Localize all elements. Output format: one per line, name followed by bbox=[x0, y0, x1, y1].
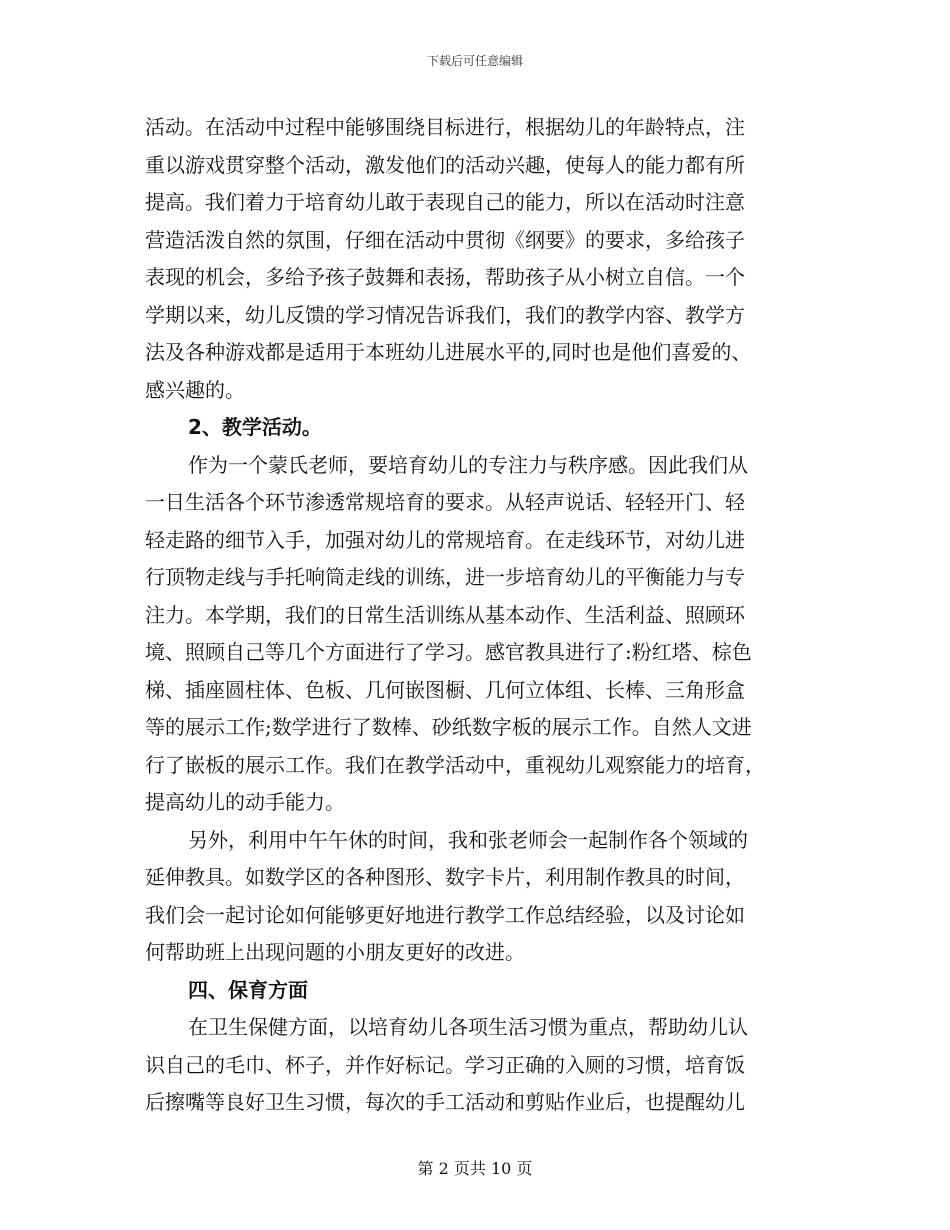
text-line: 法及各种游戏都是适用于本班幼儿进展水平的,同时也是他们喜爱的、 bbox=[145, 340, 752, 364]
text-line: 何帮助班上出现问题的小朋友更好的改进。 bbox=[145, 940, 525, 964]
section-heading: 四、保育方面 bbox=[188, 977, 308, 1002]
text-line: 一日生活各个环节渗透常规培育的要求。从轻声说话、轻轻开门、轻 bbox=[145, 490, 745, 514]
text-line: 重以游戏贯穿整个活动，激发他们的活动兴趣，使每人的能力都有所 bbox=[145, 152, 745, 177]
text-line: 我们会一起讨论如何能够更好地进行教学工作总结经验，以及讨论如 bbox=[145, 902, 745, 927]
text-line: 后擦嘴等良好卫生习惯，每次的手工活动和剪贴作业后，也提醒幼儿 bbox=[145, 1090, 745, 1114]
text-line: 提高。我们着力于培育幼儿敢于表现自己的能力，所以在活动时注意 bbox=[145, 190, 745, 214]
text-line: 另外，利用中午午休的时间，我和张老师会一起制作各个领域的 bbox=[188, 827, 748, 852]
text-line: 在卫生保健方面，以培育幼儿各项生活习惯为重点，帮助幼儿认 bbox=[188, 1015, 748, 1039]
text-line: 梯、插座圆柱体、色板、几何嵌图橱、几何立体组、长棒、三角形盒 bbox=[145, 677, 745, 702]
text-line: 延伸教具。如数学区的各种图形、数字卡片，利用制作教具的时间， bbox=[145, 865, 745, 889]
document-body bbox=[145, 109, 805, 1122]
text-line: 感兴趣的。 bbox=[145, 377, 245, 402]
text-line: 作为一个蒙氏老师，要培育幼儿的专注力与秩序感。因此我们从 bbox=[188, 452, 748, 477]
text-line: 提高幼儿的动手能力。 bbox=[145, 790, 345, 814]
text-line: 轻走路的细节入手，加强对幼儿的常规培育。在走线环节，对幼儿进 bbox=[145, 527, 745, 552]
text-line: 行顶物走线与手托响筒走线的训练，进一步培育幼儿的平衡能力与专 bbox=[145, 565, 745, 589]
text-line: 识自己的毛巾、杯子，并作好标记。学习正确的入厕的习惯，培育饭 bbox=[145, 1052, 745, 1077]
page-footer: 第 2 页共 10 页 bbox=[417, 1159, 533, 1178]
text-line: 行了嵌板的展示工作。我们在教学活动中，重视幼儿观察能力的培育， bbox=[145, 752, 765, 777]
text-line: 活动。在活动中过程中能够围绕目标进行，根据幼儿的年龄特点，注 bbox=[145, 115, 745, 139]
text-line: 注力。本学期，我们的日常生活训练从基本动作、生活利益、照顾环 bbox=[145, 602, 745, 627]
page-header: 下载后可任意编辑 bbox=[426, 54, 523, 68]
text-line: 境、照顾自己等几个方面进行了学习。感官教具进行了:粉红塔、棕色 bbox=[145, 640, 752, 664]
section-heading: 2、教学活动。 bbox=[188, 415, 322, 439]
text-line: 等的展示工作;数学进行了数棒、砂纸数字板的展示工作。自然人文进 bbox=[145, 715, 752, 739]
text-line: 营造活泼自然的氛围，仔细在活动中贯彻《纲要》的要求，多给孩子 bbox=[145, 227, 745, 252]
text-line: 学期以来，幼儿反馈的学习情况告诉我们，我们的教学内容、教学方 bbox=[145, 302, 745, 327]
text-line: 表现的机会，多给予孩子鼓舞和表扬，帮助孩子从小树立自信。一个 bbox=[145, 265, 745, 289]
